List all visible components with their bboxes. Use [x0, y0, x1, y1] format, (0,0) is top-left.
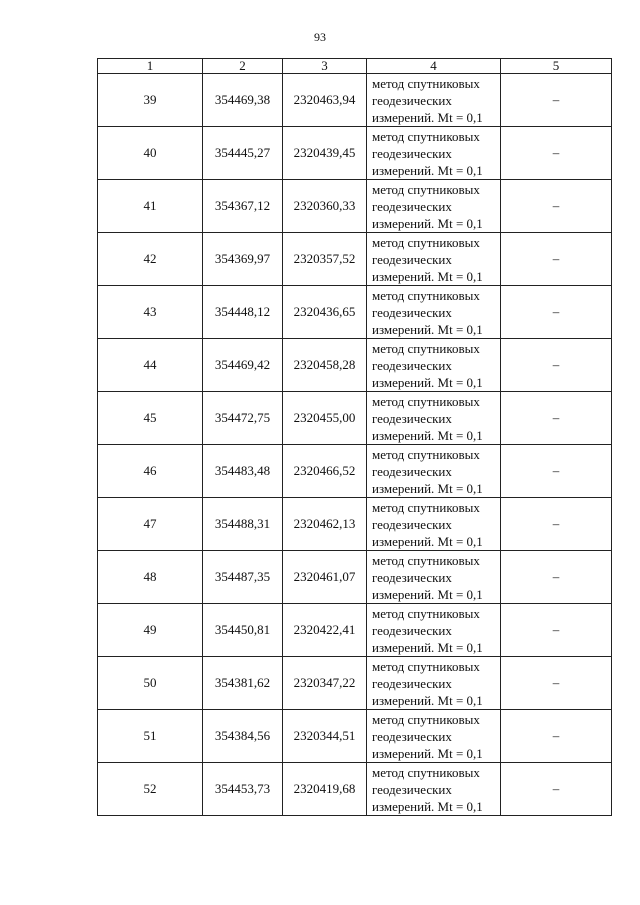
note-cell: –	[501, 710, 612, 763]
column-header: 1	[98, 59, 203, 74]
table-row	[98, 657, 612, 710]
column-header: 4	[367, 59, 501, 74]
note-cell: –	[501, 551, 612, 604]
x-coordinate-cell: 354483,48	[203, 445, 283, 498]
page-number: 93	[314, 30, 326, 44]
method-line: геодезических	[372, 198, 452, 214]
point-number-cell: 49	[98, 604, 203, 657]
method-cell	[367, 180, 501, 233]
point-number-cell: 47	[98, 498, 203, 551]
method-line: геодезических	[372, 675, 452, 691]
note-cell: –	[501, 74, 612, 127]
header-row	[98, 59, 612, 74]
method-line: метод спутниковых	[372, 287, 480, 303]
y-coordinate-cell: 2320455,00	[283, 392, 367, 445]
method-cell	[367, 74, 501, 127]
method-cell	[367, 286, 501, 339]
method-line: метод спутниковых	[372, 75, 480, 91]
x-coordinate-cell: 354487,35	[203, 551, 283, 604]
y-coordinate-cell: 2320344,51	[283, 710, 367, 763]
method-line: метод спутниковых	[372, 128, 480, 144]
method-cell	[367, 604, 501, 657]
x-coordinate-cell: 354369,97	[203, 233, 283, 286]
note-cell: –	[501, 498, 612, 551]
table-row	[98, 233, 612, 286]
table-row	[98, 392, 612, 445]
method-line: метод спутниковых	[372, 181, 480, 197]
table-row	[98, 604, 612, 657]
table-row	[98, 445, 612, 498]
point-number-cell: 51	[98, 710, 203, 763]
method-line: геодезических	[372, 357, 452, 373]
method-cell	[367, 445, 501, 498]
point-number-cell: 48	[98, 551, 203, 604]
method-line: измерений. Mt = 0,1	[372, 798, 483, 814]
y-coordinate-cell: 2320461,07	[283, 551, 367, 604]
y-coordinate-cell: 2320439,45	[283, 127, 367, 180]
y-coordinate-cell: 2320360,33	[283, 180, 367, 233]
x-coordinate-cell: 354381,62	[203, 657, 283, 710]
method-line: измерений. Mt = 0,1	[372, 162, 483, 178]
x-coordinate-cell: 354469,42	[203, 339, 283, 392]
method-line: геодезических	[372, 781, 452, 797]
method-cell	[367, 657, 501, 710]
note-cell: –	[501, 127, 612, 180]
note-cell: –	[501, 180, 612, 233]
method-line: метод спутниковых	[372, 499, 480, 515]
method-line: геодезических	[372, 410, 452, 426]
method-line: геодезических	[372, 569, 452, 585]
note-cell: –	[501, 445, 612, 498]
y-coordinate-cell: 2320419,68	[283, 763, 367, 816]
method-line: измерений. Mt = 0,1	[372, 321, 483, 337]
y-coordinate-cell: 2320422,41	[283, 604, 367, 657]
point-number-cell: 46	[98, 445, 203, 498]
note-cell: –	[501, 657, 612, 710]
point-number-cell: 40	[98, 127, 203, 180]
x-coordinate-cell: 354453,73	[203, 763, 283, 816]
method-line: метод спутниковых	[372, 552, 480, 568]
y-coordinate-cell: 2320463,94	[283, 74, 367, 127]
table-row	[98, 498, 612, 551]
point-number-cell: 42	[98, 233, 203, 286]
method-cell	[367, 551, 501, 604]
method-cell	[367, 498, 501, 551]
method-line: измерений. Mt = 0,1	[372, 692, 483, 708]
note-cell: –	[501, 604, 612, 657]
table-row	[98, 551, 612, 604]
table-body	[98, 59, 612, 816]
coordinates-table	[97, 58, 612, 816]
method-line: измерений. Mt = 0,1	[372, 109, 483, 125]
y-coordinate-cell: 2320458,28	[283, 339, 367, 392]
method-cell	[367, 392, 501, 445]
method-line: метод спутниковых	[372, 764, 480, 780]
table-row	[98, 339, 612, 392]
column-header: 3	[283, 59, 367, 74]
method-line: геодезических	[372, 145, 452, 161]
method-line: измерений. Mt = 0,1	[372, 268, 483, 284]
y-coordinate-cell: 2320436,65	[283, 286, 367, 339]
method-line: геодезических	[372, 304, 452, 320]
point-number-cell: 52	[98, 763, 203, 816]
point-number-cell: 50	[98, 657, 203, 710]
method-line: измерений. Mt = 0,1	[372, 639, 483, 655]
method-cell	[367, 763, 501, 816]
column-header: 2	[203, 59, 283, 74]
y-coordinate-cell: 2320462,13	[283, 498, 367, 551]
point-number-cell: 43	[98, 286, 203, 339]
y-coordinate-cell: 2320347,22	[283, 657, 367, 710]
method-line: измерений. Mt = 0,1	[372, 215, 483, 231]
y-coordinate-cell: 2320466,52	[283, 445, 367, 498]
method-cell	[367, 339, 501, 392]
point-number-cell: 41	[98, 180, 203, 233]
method-line: метод спутниковых	[372, 711, 480, 727]
table-row	[98, 286, 612, 339]
point-number-cell: 45	[98, 392, 203, 445]
method-line: геодезических	[372, 516, 452, 532]
method-line: геодезических	[372, 622, 452, 638]
method-line: измерений. Mt = 0,1	[372, 427, 483, 443]
point-number-cell: 44	[98, 339, 203, 392]
table-row	[98, 763, 612, 816]
x-coordinate-cell: 354367,12	[203, 180, 283, 233]
method-line: метод спутниковых	[372, 605, 480, 621]
x-coordinate-cell: 354448,12	[203, 286, 283, 339]
method-line: метод спутниковых	[372, 446, 480, 462]
y-coordinate-cell: 2320357,52	[283, 233, 367, 286]
method-cell	[367, 710, 501, 763]
method-line: измерений. Mt = 0,1	[372, 533, 483, 549]
column-header: 5	[501, 59, 612, 74]
table-row	[98, 74, 612, 127]
table-row	[98, 710, 612, 763]
method-line: измерений. Mt = 0,1	[372, 745, 483, 761]
method-line: метод спутниковых	[372, 234, 480, 250]
note-cell: –	[501, 233, 612, 286]
method-line: измерений. Mt = 0,1	[372, 374, 483, 390]
x-coordinate-cell: 354469,38	[203, 74, 283, 127]
note-cell: –	[501, 763, 612, 816]
method-cell	[367, 233, 501, 286]
x-coordinate-cell: 354445,27	[203, 127, 283, 180]
note-cell: –	[501, 286, 612, 339]
point-number-cell: 39	[98, 74, 203, 127]
method-line: метод спутниковых	[372, 658, 480, 674]
method-line: геодезических	[372, 92, 452, 108]
method-line: измерений. Mt = 0,1	[372, 586, 483, 602]
x-coordinate-cell: 354472,75	[203, 392, 283, 445]
method-line: метод спутниковых	[372, 340, 480, 356]
method-line: метод спутниковых	[372, 393, 480, 409]
method-line: измерений. Mt = 0,1	[372, 480, 483, 496]
table-row	[98, 127, 612, 180]
method-line: геодезических	[372, 251, 452, 267]
method-cell	[367, 127, 501, 180]
method-line: геодезических	[372, 728, 452, 744]
method-line: геодезических	[372, 463, 452, 479]
note-cell: –	[501, 392, 612, 445]
x-coordinate-cell: 354450,81	[203, 604, 283, 657]
table-row	[98, 180, 612, 233]
x-coordinate-cell: 354384,56	[203, 710, 283, 763]
x-coordinate-cell: 354488,31	[203, 498, 283, 551]
note-cell: –	[501, 339, 612, 392]
